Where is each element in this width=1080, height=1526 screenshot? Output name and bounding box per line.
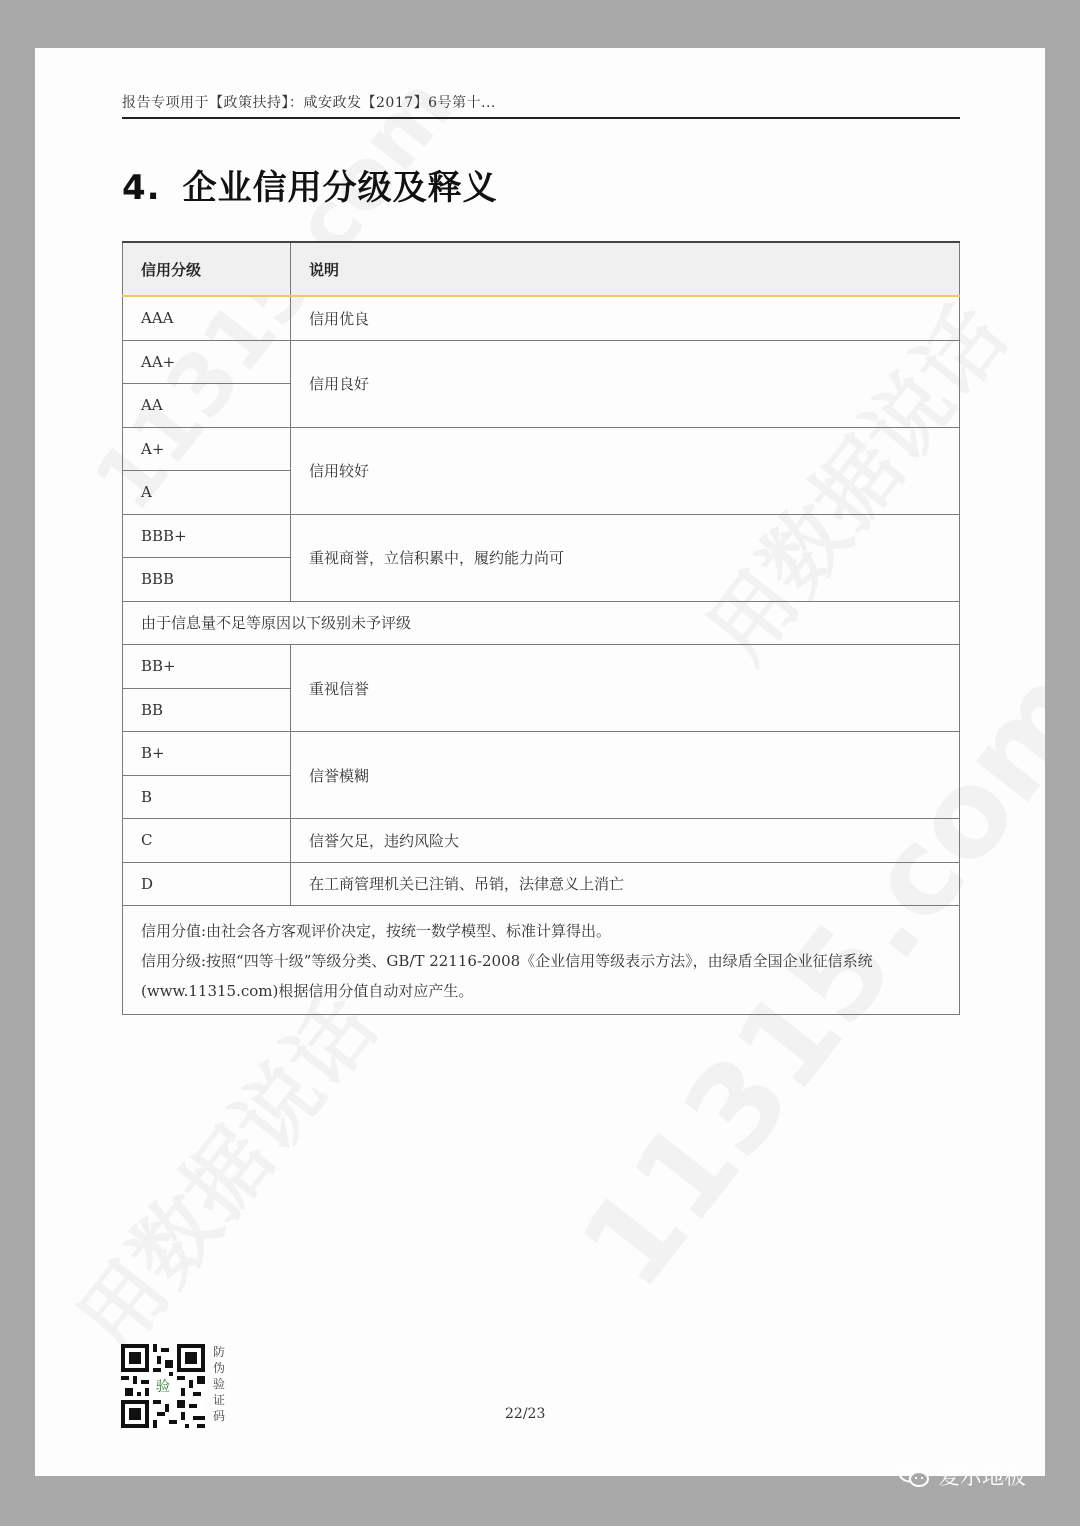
table-row — [123, 296, 960, 340]
table-notes-cell — [123, 906, 960, 1015]
description-cell: 信誉模糊 — [291, 732, 960, 819]
grade-cell: B — [123, 775, 291, 819]
description-cell: 在工商管理机关已注销、吊销，法律意义上消亡 — [291, 862, 960, 906]
description-cell: 信用优良 — [291, 296, 960, 340]
section-title — [122, 160, 498, 209]
description-cell: 重视商誉，立信积累中，履约能力尚可 — [291, 514, 960, 601]
grade-cell: D — [123, 862, 291, 906]
unrated-note-cell: 由于信息量不足等原因以下级别未予评级 — [123, 601, 960, 645]
qr-label: 防伪验证码 — [213, 1345, 226, 1423]
grade-cell: BBB — [123, 558, 291, 602]
page-header: 报告专项用于【政策扶持】：咸安政发【2017】6号第十... — [122, 95, 496, 111]
description-cell: 信用良好 — [291, 340, 960, 427]
watermark-text — [45, 967, 399, 1372]
credit-grade-table — [122, 241, 960, 1015]
table-row — [123, 819, 960, 863]
qr-center-char: 验 — [155, 1379, 171, 1396]
grade-cell: AA — [123, 384, 291, 428]
table-row — [123, 601, 960, 645]
description-cell: 重视信誉 — [291, 645, 960, 732]
header-cell-grade: 信用分级 — [123, 242, 291, 296]
section-title-text: 企业信用分级及释义 — [182, 168, 498, 208]
table-header-row — [123, 242, 960, 296]
document-page — [35, 48, 1045, 1476]
table-notes-row — [123, 906, 960, 1015]
wechat-icon — [898, 1463, 930, 1489]
grade-cell: AA+ — [123, 340, 291, 384]
score-note: 信用分值:由社会各方客观评价决定，按统一数学模型、标准计算得出。 — [141, 922, 612, 940]
header-divider — [122, 117, 960, 119]
grade-cell: AAA — [123, 296, 291, 340]
grade-cell: C — [123, 819, 291, 863]
grade-note: 信用分级:按照“四等十级”等级分类、GB/T 22116-2008《企业信用等级表示方法》，由绿盾全国企业征信系统(www.11315.com)根据信用分值自动对应产生。 — [141, 952, 873, 1000]
grade-cell: B+ — [123, 732, 291, 776]
header-cell-description: 说明 — [291, 242, 960, 296]
table-row — [123, 340, 960, 384]
table-row — [123, 514, 960, 558]
table-row — [123, 645, 960, 689]
grade-cell: BB+ — [123, 645, 291, 689]
footer-brand — [898, 1460, 1026, 1491]
page-number: 22/23 — [505, 1406, 546, 1422]
description-cell: 信誉欠足，违约风险大 — [291, 819, 960, 863]
footer-brand-name: 爱尔地板 — [938, 1465, 1027, 1490]
grade-cell: BB — [123, 688, 291, 732]
description-cell: 信用较好 — [291, 427, 960, 514]
table-row — [123, 732, 960, 776]
table-row — [123, 862, 960, 906]
qr-code[interactable] — [121, 1344, 205, 1428]
table-row — [123, 427, 960, 471]
grade-cell: BBB+ — [123, 514, 291, 558]
section-number: 4. — [122, 168, 161, 208]
grade-cell: A — [123, 471, 291, 515]
grade-cell: A+ — [123, 427, 291, 471]
